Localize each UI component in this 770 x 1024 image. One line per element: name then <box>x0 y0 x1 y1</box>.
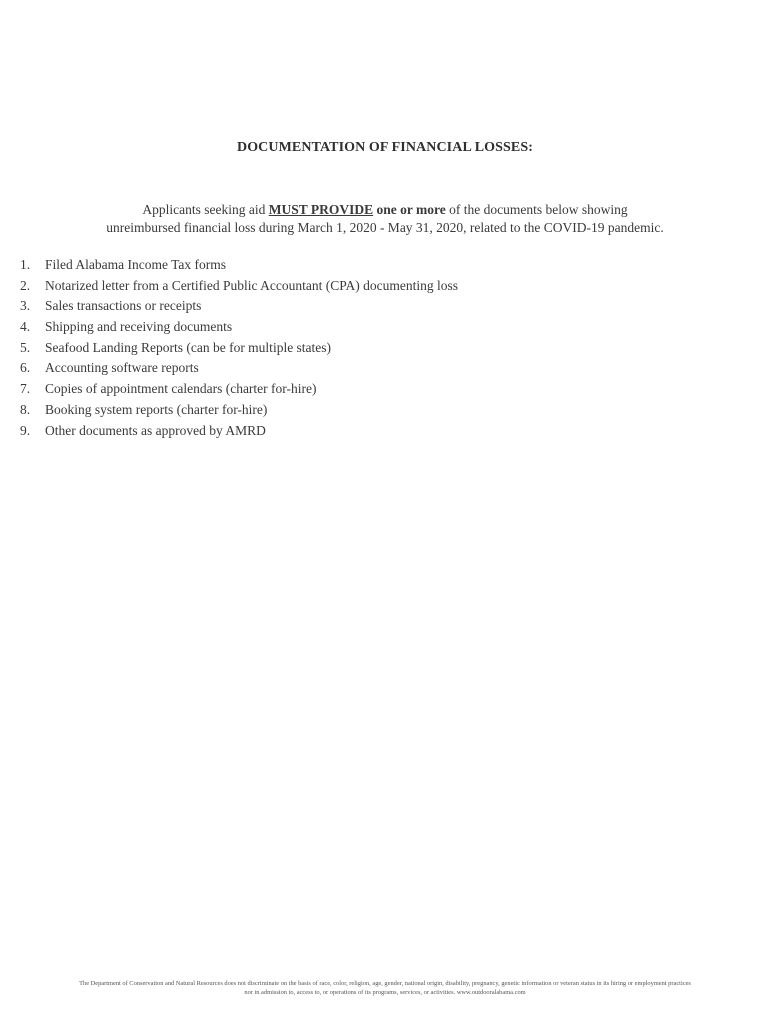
list-item <box>20 317 458 338</box>
list-item <box>20 296 458 317</box>
list-item-number: 6. <box>20 360 31 376</box>
intro-suffix: of the documents below showing <box>445 202 628 217</box>
list-item-text: Accounting software reports <box>45 360 199 376</box>
list-item-text: Shipping and receiving documents <box>45 319 233 335</box>
list-item-number: 3. <box>20 298 31 314</box>
list-item-number: 8. <box>20 401 31 417</box>
required-documents-list <box>20 255 458 441</box>
list-item <box>20 421 458 442</box>
footer-line-1: The Department of Conservation and Natural Resources does not discriminate on the basis of race, color, religion, age, gender, national origin, disability, pregnancy, genetic information or veteran status in its hiring or employment practices <box>79 980 691 987</box>
list-item <box>20 338 458 359</box>
document-title: DOCUMENTATION OF FINANCIAL LOSSES: <box>236 140 533 155</box>
list-item <box>20 400 458 421</box>
intro-line-1 <box>0 201 770 219</box>
list-item-number: 5. <box>20 339 31 355</box>
nondiscrimination-footer <box>0 979 770 997</box>
list-item-text: Copies of appointment calendars (charter for-hire) <box>45 381 317 397</box>
list-item-number: 9. <box>20 422 31 438</box>
one-or-more-emphasis: one or more <box>376 202 446 217</box>
intro-line-2: unreimbursed financial loss during March 1, 2020 - May 31, 2020, related to the COVID-19 pandemic. <box>106 220 664 235</box>
intro-prefix: Applicants seeking aid <box>142 202 269 217</box>
intro-paragraph <box>0 201 770 237</box>
list-item-text: Seafood Landing Reports (can be for multiple states) <box>45 339 332 355</box>
list-item-text: Sales transactions or receipts <box>45 298 202 314</box>
footer-line-2: nor in admission to, access to, or operations of its programs, services, or activities. www.outdooralabama.com <box>244 989 526 996</box>
list-item-number: 4. <box>20 319 31 335</box>
list-item <box>20 255 458 276</box>
list-item-text: Other documents as approved by AMRD <box>45 422 266 438</box>
list-item-text: Filed Alabama Income Tax forms <box>45 257 227 272</box>
list-item <box>20 379 458 400</box>
list-item-number: 7. <box>20 381 31 397</box>
list-item-number: 2. <box>20 277 31 293</box>
must-provide-emphasis: MUST PROVIDE <box>268 202 374 217</box>
list-item-number: 1. <box>20 257 31 272</box>
list-item-text: Booking system reports (charter for-hire) <box>45 401 268 417</box>
list-item <box>20 358 458 379</box>
list-item <box>20 276 458 297</box>
list-item-text: Notarized letter from a Certified Public Accountant (CPA) documenting loss <box>45 277 459 293</box>
